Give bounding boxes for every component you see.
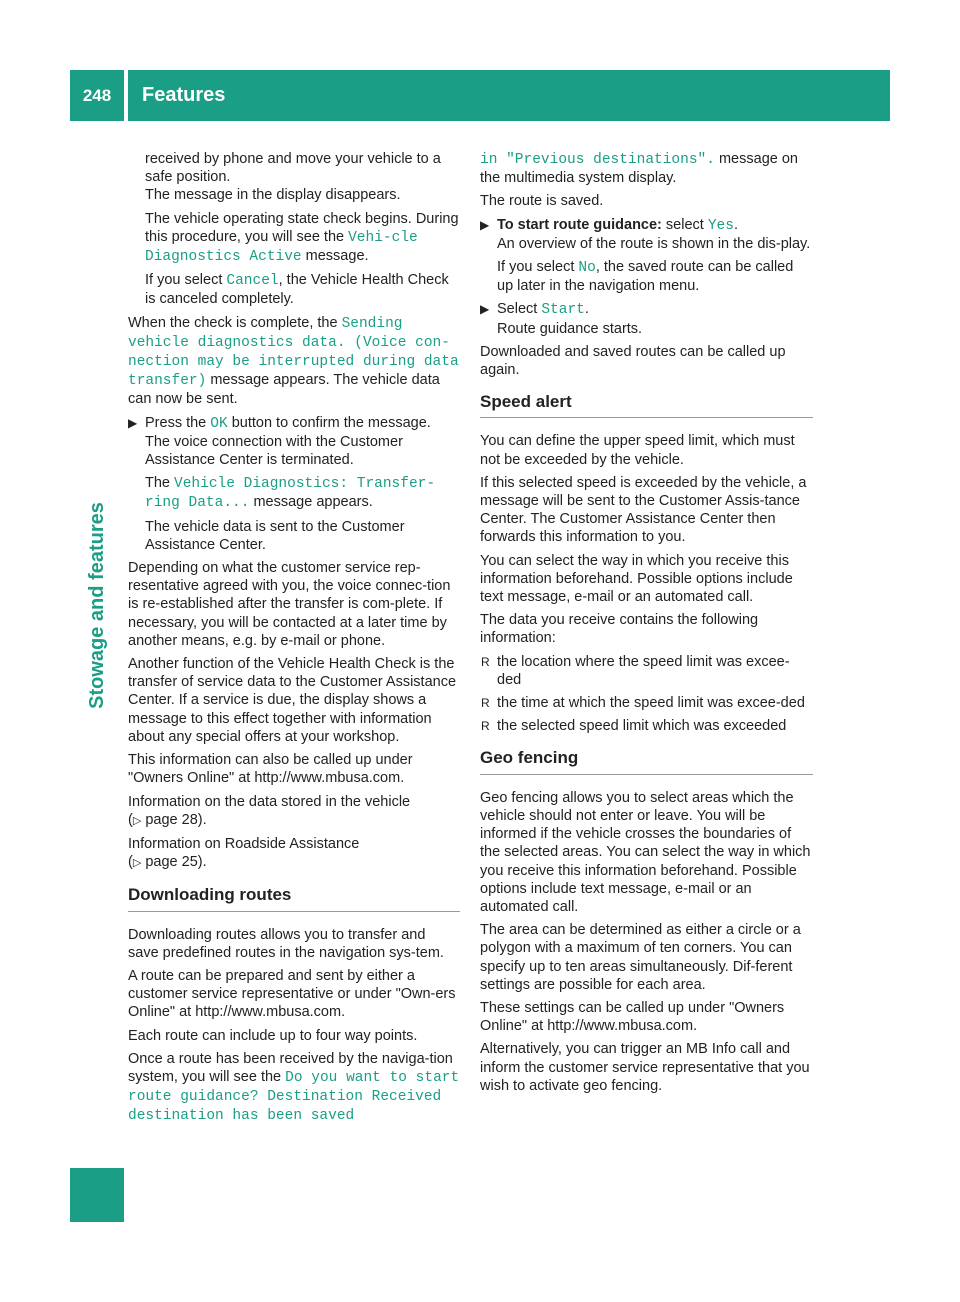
paragraph: This information can also be called up under "Owners Online" at http://www.mbusa.com. [128, 752, 413, 787]
arrow-icon: ▶ [480, 217, 490, 232]
right-column [480, 150, 813, 1100]
paragraph: If this selected speed is exceeded by the vehicle, a message will be sent to the Customer Assis-tance Center. The Customer Assistance Center then forwards this information to you. [480, 474, 807, 546]
paragraph: Once a route has been received by the naviga-tion system, you will see the Do you want to start route guidance? Destination Received destination has been saved [128, 1050, 460, 1125]
side-chapter-text: Stowage and features [85, 501, 108, 709]
display-option: Cancel [226, 273, 279, 290]
section-heading: Geo fencing [480, 749, 813, 774]
display-option: Start [541, 302, 585, 319]
bullet-icon: R [481, 696, 490, 711]
display-option: No [578, 260, 596, 277]
display-message: Vehi‐cle Diagnostics Active [145, 229, 418, 266]
instruction-step: ▶ To start route guidance: select Yes. An overview of the route is shown in the dis-play. [480, 216, 811, 252]
paragraph: A route can be prepared and sent by either a customer service representative or under "Own-ers Online" at http://www.mbusa.com. [128, 967, 456, 1021]
button-label: OK [210, 415, 228, 432]
bullet-icon: R [481, 654, 490, 669]
side-chapter-label [77, 450, 117, 760]
list-item: R the time at which the speed limit was excee-ded [481, 695, 805, 712]
paragraph: Another function of the Vehicle Health Check is the transfer of service data to the Customer Assistance Center. If a service is due, the display shows a message to this effect together with information about any special offers at your workshop. [128, 656, 457, 745]
section-heading: Speed alert [480, 393, 813, 418]
list-item: R the selected speed limit which was exceeded [481, 718, 787, 735]
paragraph: You can select the way in which you receive this information beforehand. Possible options include text message, e-mail or an automated call. [480, 552, 793, 606]
display-message: Do you want to start route guidance? Destination Received destination has been saved [128, 1069, 460, 1125]
display-message: in "Previous destinations". [480, 152, 715, 168]
paragraph: Downloading routes allows you to transfer and save predefined routes in the navigation sys-tem. [128, 926, 444, 961]
paragraph: The data you receive contains the following information: [480, 612, 759, 647]
paragraph: The area can be determined as either a circle or a polygon with a maximum of ten corners. You can specify up to ten areas simultaneously. Dif-ferent settings are possible for each area. [480, 922, 801, 993]
section-heading: Downloading routes [128, 886, 460, 911]
display-message: Sending vehicle diagnostics data. (Voice con‐nection may be interrupted during data transfer) [128, 315, 459, 390]
header-divider [124, 70, 128, 121]
paragraph: These settings can be called up under "Owners Online" at http://www.mbusa.com. [480, 999, 785, 1035]
paragraph: The vehicle operating state check begins. During this procedure, you will see the Vehi‐cle Diagnostics Active message. [145, 210, 459, 266]
paragraph: Each route can include up to four way points. [128, 1027, 418, 1044]
page-number: 248 [82, 85, 112, 105]
display-message: Vehicle Diagnostics: Transfer‐ring Data... [145, 476, 436, 512]
paragraph: When the check is complete, the Sending vehicle diagnostics data. (Voice con‐nection may be interrupted during data transfer) message appears. The vehicle data can now be sent. [128, 314, 459, 408]
instruction-step: ▶ Press the OK button to confirm the message. The voice connection with the Customer Assistance Center is terminated. [128, 414, 431, 469]
bullet-icon: R [481, 719, 490, 734]
paragraph: Alternatively, you can trigger an MB Info call and inform the customer service representative that you wish to activate geo fencing. [480, 1041, 810, 1094]
paragraph: The vehicle data is sent to the Customer Assistance Center. [145, 518, 405, 553]
arrow-icon: ▶ [480, 302, 490, 317]
list-item: R the location where the speed limit was excee-ded [481, 653, 790, 688]
display-option: Yes [707, 217, 734, 234]
paragraph: Information on Roadside Assistance (▷ page 25). [128, 835, 360, 871]
paragraph: Information on the data stored in the vehicle (▷ page 28). [128, 793, 411, 828]
paragraph: received by phone and move your vehicle to a safe position. The message in the display disappears. [145, 151, 441, 204]
page-reference[interactable]: page 28). [145, 811, 207, 828]
paragraph: If you select Cancel, the Vehicle Health Check is canceled completely. [145, 272, 449, 308]
paragraph: If you select No, the saved route can be called up later in the navigation menu. [497, 259, 794, 295]
paragraph: You can define the upper speed limit, which must not be exceeded by the vehicle. [480, 433, 795, 468]
paragraph: in "Previous destinations". message on the multimedia system display. [480, 151, 798, 187]
page-header [70, 70, 890, 121]
paragraph: Geo fencing allows you to select areas which the vehicle should not enter or leave. You will be informed if the vehicle crosses the boundaries of the selected areas. You can select the way in which you receive this information beforehand. Possible options include text message, e-mail or an automated call. [480, 789, 811, 915]
section-title: Features [142, 84, 226, 106]
paragraph: Downloaded and saved routes can be called up again. [480, 343, 786, 379]
page-ref-icon: ▷ [132, 814, 142, 827]
side-marker [70, 1168, 124, 1222]
paragraph: The Vehicle Diagnostics: Transfer‐ring Data... message appears. [145, 475, 436, 512]
page-reference[interactable]: page 25). [145, 854, 207, 871]
paragraph: The route is saved. [480, 193, 604, 210]
paragraph: Depending on what the customer service rep-resentative agreed with you, the voice connec-tion is re-established after the transfer is com-plete. If necessary, you will be contacted at a later time by another means, e.g. by e-mail or phone. [128, 560, 451, 649]
instruction-step: ▶ Select Start. Route guidance starts. [480, 301, 643, 337]
page-ref-icon: ▷ [132, 857, 142, 870]
arrow-icon: ▶ [128, 415, 138, 430]
left-column [128, 150, 460, 1131]
